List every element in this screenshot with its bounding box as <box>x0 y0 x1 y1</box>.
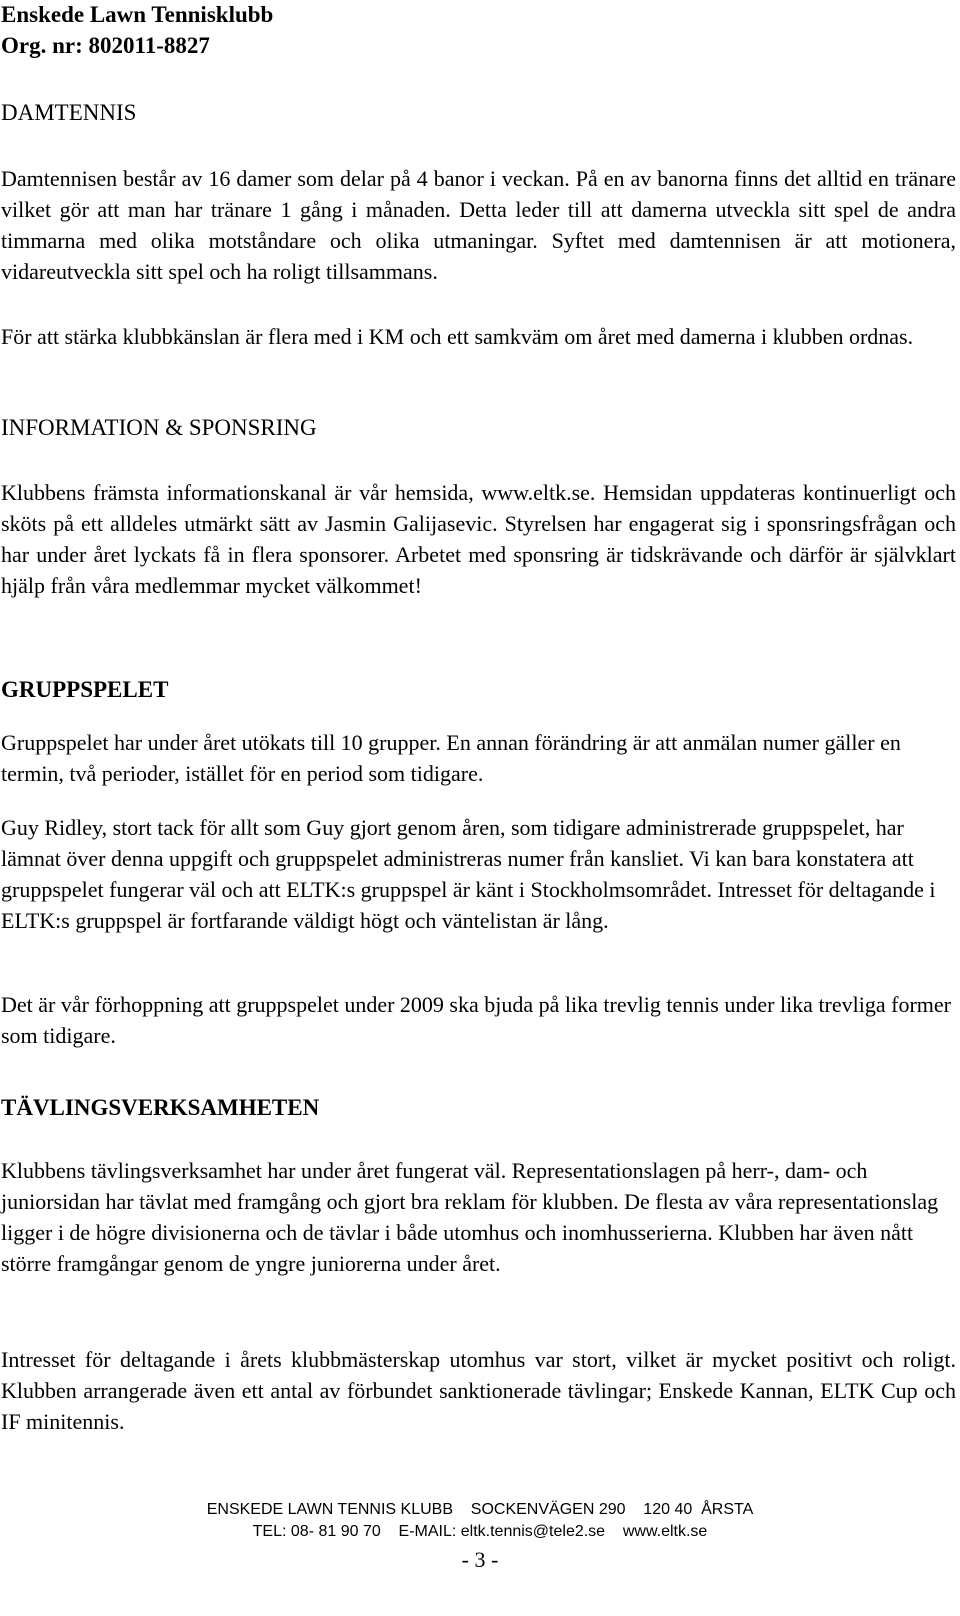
footer-contact: TEL: 08- 81 90 70 E-MAIL: eltk.tennis@tele2.se www.eltk.se <box>252 1523 708 1540</box>
paragraph-gruppspelet-2: Guy Ridley, stort tack för allt som Guy gjort genom åren, som tidigare administrerade gruppspelet, har lämnat över denna uppgift och gruppspelet administreras numer från kansliet. Vi kan bara konstatera att gruppspelet fungerar väl och att ELTK:s gruppspel är känt i Stockholmsområdet. Intresset för deltagande i ELTK:s gruppspel är fortfarande väldigt högt och väntelistan är lång. <box>1 815 936 933</box>
paragraph-information-1: Klubbens främsta informationskanal är vår hemsida, www.eltk.se. Hemsidan uppdateras kontinuerligt och sköts på ett alldeles utmärkt sätt av Jasmin Galijasevic. Styrelsen har engagerat sig i sponsringsfrågan och har under året lyckats få in flera sponsorer. Arbetet med sponsring är tidskrävande och därför är självklart hjälp från våra medlemmar mycket välkommet! <box>1 480 956 598</box>
heading-tavlingsverksamheten: TÄVLINGSVERKSAMHETEN <box>1 1095 320 1120</box>
club-name: Enskede Lawn Tennisklubb <box>1 2 274 27</box>
paragraph-gruppspelet-1: Gruppspelet har under året utökats till 10 grupper. En annan förändring är att anmälan numer gäller en termin, två perioder, istället för en period som tidigare. <box>1 730 901 786</box>
heading-gruppspelet: GRUPPSPELET <box>1 677 169 702</box>
paragraph-tavling-2: Intresset för deltagande i årets klubbmästerskap utomhus var stort, vilket är mycket positivt och roligt. Klubben arrangerade även ett antal av förbundet sanktionerade tävlingar; Enskede Kannan, ELTK Cup och IF minitennis. <box>1 1347 956 1434</box>
footer-address: ENSKEDE LAWN TENNIS KLUBB SOCKENVÄGEN 290 120 40 ÅRSTA <box>206 1501 754 1518</box>
page-number: - 3 - <box>461 1547 499 1572</box>
paragraph-gruppspelet-3: Det är vår förhoppning att gruppspelet under 2009 ska bjuda på lika trevlig tennis under lika trevliga former som tidigare. <box>1 992 951 1048</box>
heading-information-sponsring: INFORMATION & SPONSRING <box>1 415 317 440</box>
paragraph-damtennis-1: Damtennisen består av 16 damer som delar på 4 banor i veckan. På en av banorna finns det alltid en tränare vilket gör att man har tränare 1 gång i månaden. Detta leder till att damerna utveckla sitt spel de andra timmarna med olika motståndare och olika utmaningar. Syftet med damtennisen är att motionera, vidareutveckla sitt spel och ha roligt tillsammans. <box>1 166 956 284</box>
paragraph-tavling-1: Klubbens tävlingsverksamhet har under året fungerat väl. Representationslagen på herr-, dam- och juniorsidan har tävlat med framgång och gjort bra reklam för klubben. De flesta av våra representationslag ligger i de högre divisionerna och de tävlar i både utomhus och inomhusserierna. Klubben har även nått större framgångar genom de yngre juniorerna under året. <box>1 1158 939 1276</box>
org-number: Org. nr: 802011-8827 <box>1 33 210 58</box>
heading-damtennis: DAMTENNIS <box>1 100 137 125</box>
paragraph-damtennis-2: För att stärka klubbkänslan är flera med i KM och ett samkväm om året med damerna i klubben ordnas. <box>1 324 914 349</box>
